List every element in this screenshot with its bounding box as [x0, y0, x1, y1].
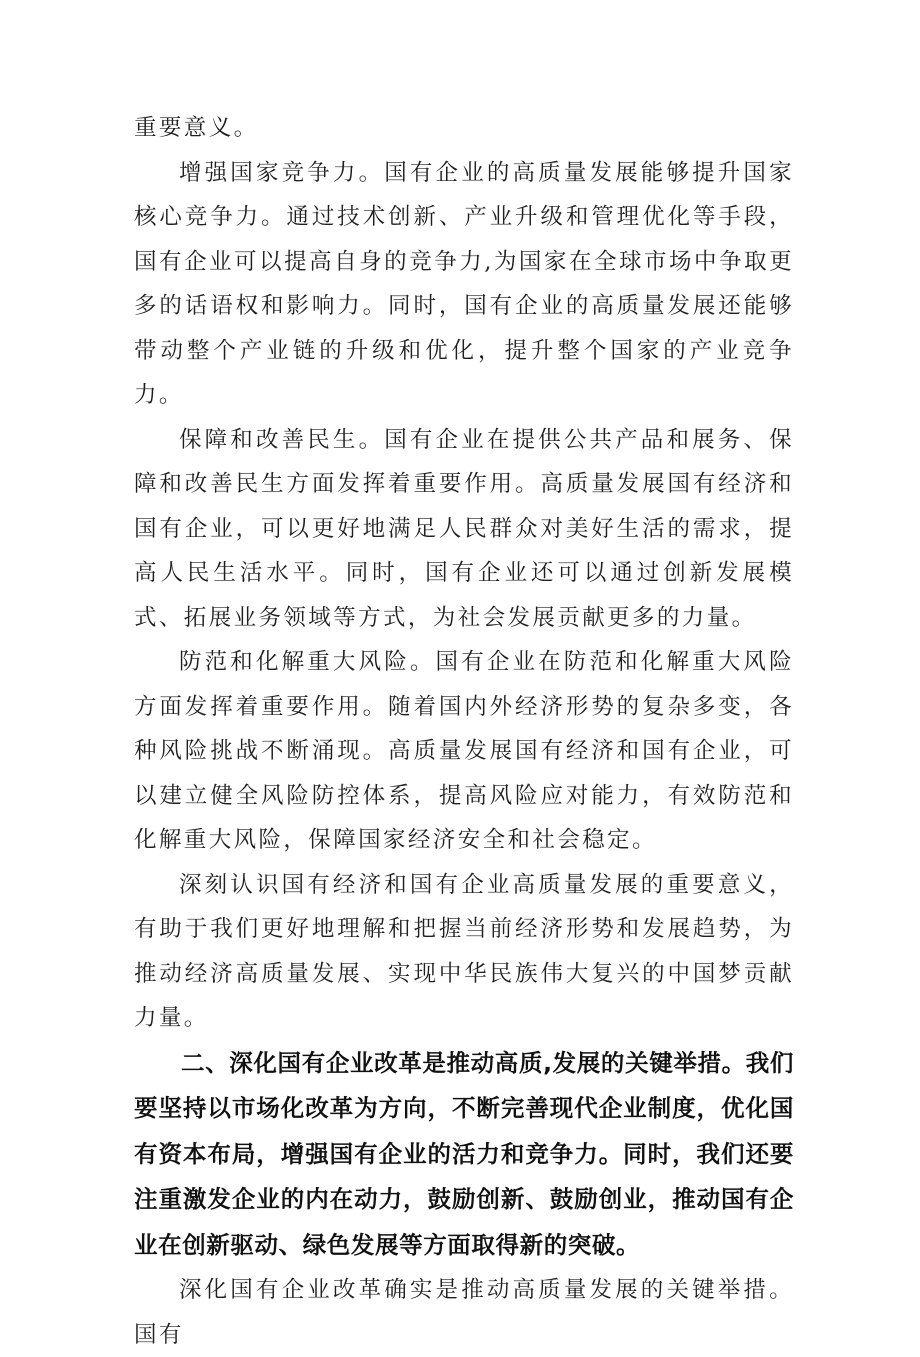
- paragraph-continuation: 重要意义。: [134, 115, 259, 141]
- paragraph-risk-prevention: 防范和化解重大风险。国有企业在防范和化解重大风险方面发挥着重要作用。随着国内外经济形势的复杂多变，各种风险挑战不断涌现。高质量发展国有经济和国有企业，可以建立健全风险防控体系，提高风险应对能力，有效防范和化解重大风险，保障国家经济安全和社会稳定。: [134, 649, 794, 853]
- paragraph-reform: 深化国有企业改革确实是推动高质量发展的关键举措。国有: [134, 1277, 794, 1348]
- paragraph-national-competitiveness: 增强国家竞争力。国有企业的高质量发展能够提升国家核心竞争力。通过技术创新、产业升级和管理优化等手段，国有企业可以提高自身的竞争力,为国家在全球市场中争取更多的话语权和影响力。同时，国有企业的高质量发展还能够带动整个产业链的升级和优化，提升整个国家的产业竞争力。: [134, 159, 794, 408]
- document-body: [134, 106, 794, 1357]
- paragraph-livelihood: 保障和改善民生。国有企业在提供公共产品和展务、保障和改善民生方面发挥着重要作用。高质量发展国有经济和国有企业，可以更好地满足人民群众对美好生活的需求，提高人民生活水平。同时，国有企业还可以通过创新发展模式、拓展业务领域等方式，为社会发展贡献更多的力量。: [134, 426, 794, 631]
- paragraph-summary: 深刻认识国有经济和国有企业高质量发展的重要意义，有助于我们更好地理解和把握当前经济形势和发展趋势，为推动经济高质量发展、实现中华民族伟大复兴的中国梦贡献力量。: [134, 871, 794, 1031]
- section-heading-two: 二、深化国有企业改革是推动高质,发展的关键举措。我们要坚持以市场化改革为方向，不断完善现代企业制度，优化国有资本布局，增强国有企业的活力和竞争力。同时，我们还要注重激发企业的内在动力，鼓励创新、鼓励创业，推动国有企业在创新驱动、绿色发展等方面取得新的突破。: [134, 1048, 794, 1259]
